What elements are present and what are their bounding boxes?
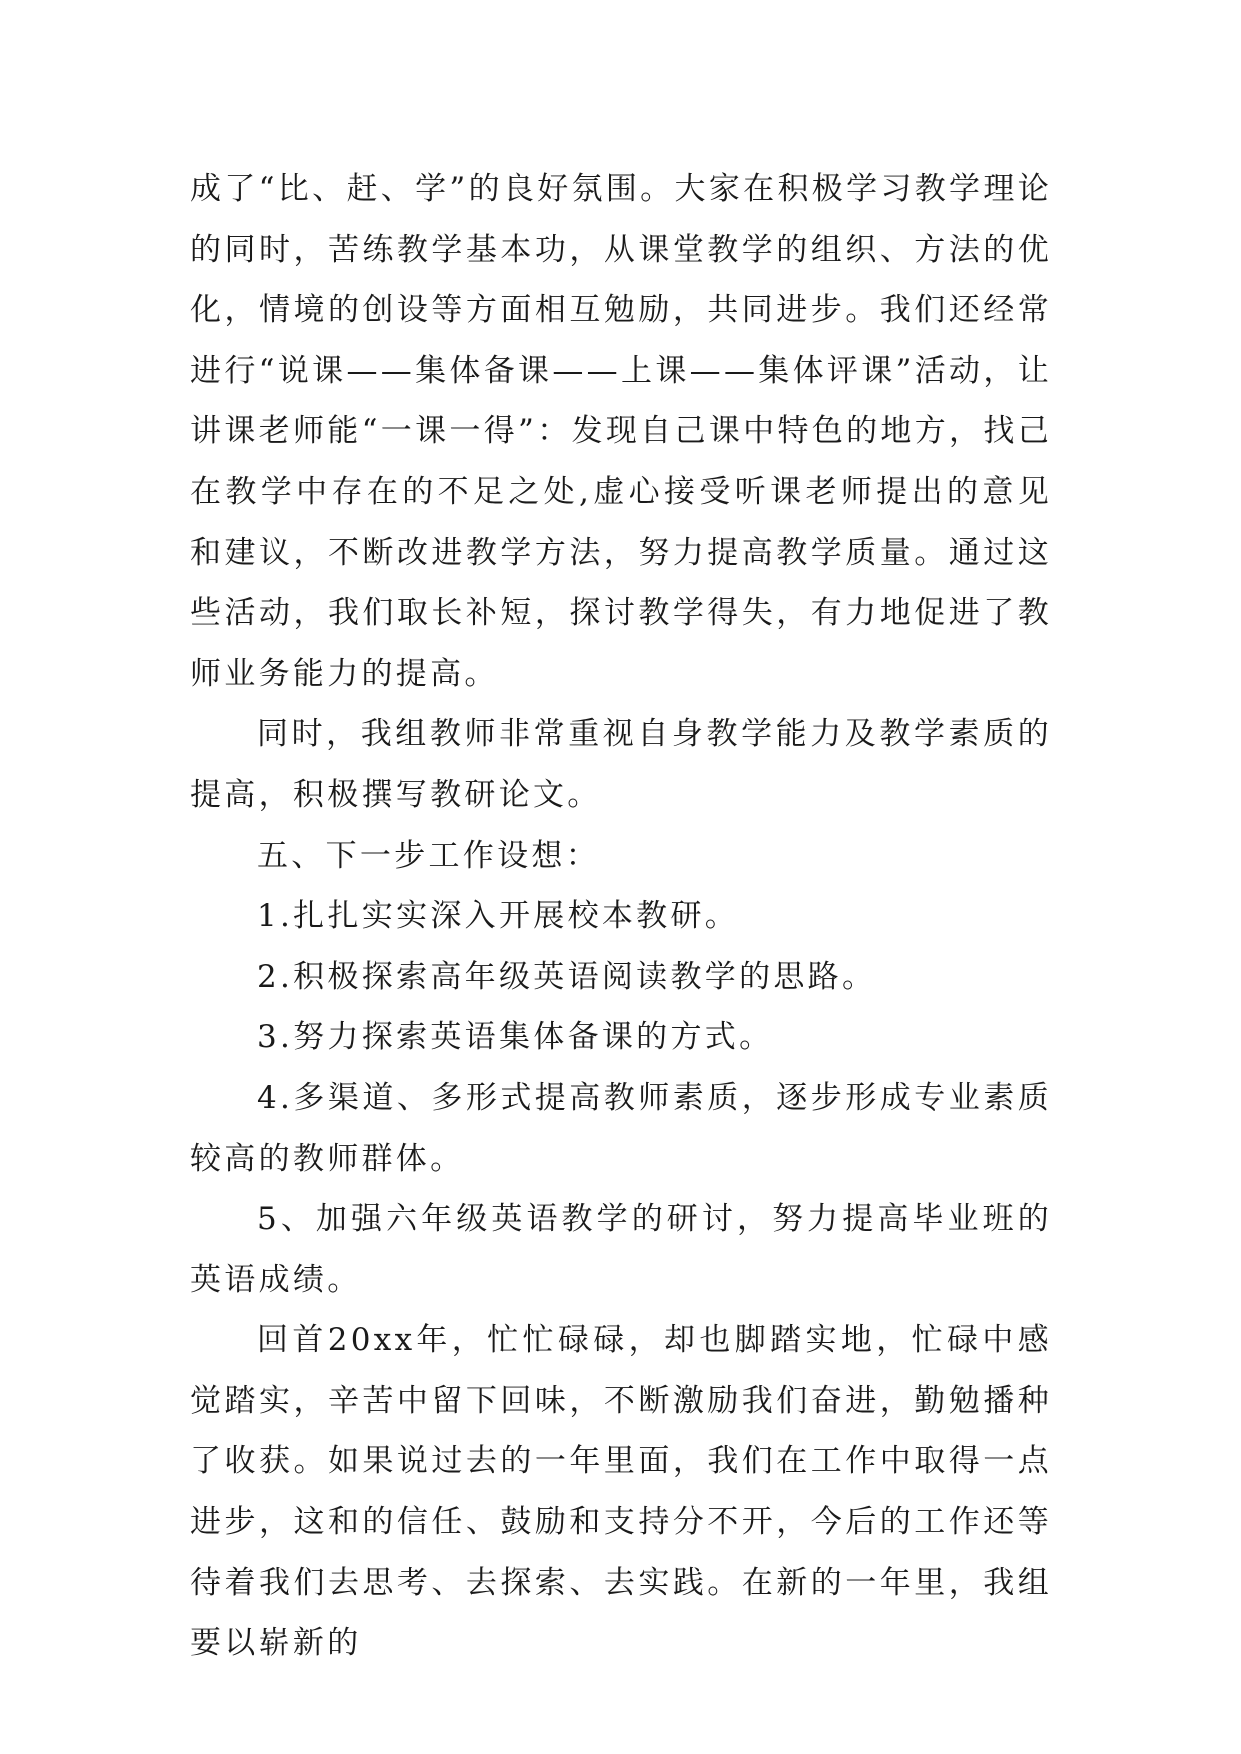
list-item-4: 4.多渠道、多形式提高教师素质，逐步形成专业素质较高的教师群体。 xyxy=(190,1079,1052,1177)
list-item-5: 5、加强六年级英语教学的研讨，努力提高毕业班的英语成绩。 xyxy=(190,1201,1052,1298)
document-body xyxy=(190,159,1052,1674)
paragraph-self-improvement: 同时，我组教师非常重视自身教学能力及教学素质的提高，积极撰写教研论文。 xyxy=(190,716,1052,813)
list-item-1: 1.扎扎实实深入开展校本教研。 xyxy=(257,898,740,935)
paragraph-continuation: 成了“比、赶、学”的良好氛围。大家在积极学习教学理论的同时，苦练教学基本功，从课堂教学的组织、方法的优化，情境的创设等方面相互勉励，共同进步。我们还经常进行“说课——集体备课——上课——集体评课”活动，让讲课老师能“一课一得”：发现自己课中特色的地方，找己在教学中存在的不足之处,虚心接受听课老师提出的意见和建议，不断改进教学方法，努力提高教学质量。通过这些活动，我们取长补短，探讨教学得失，有力地促进了教师业务能力的提高。 xyxy=(190,171,1052,692)
list-item-3: 3.努力探索英语集体备课的方式。 xyxy=(257,1019,774,1056)
list-item-2: 2.积极探索高年级英语阅读教学的思路。 xyxy=(257,958,877,995)
paragraph-year-review: 回首20xx年，忙忙碌碌，却也脚踏实地，忙碌中感觉踏实，辛苦中留下回味，不断激励我们奋进，勤勉播种了收获。如果说过去的一年里面，我们在工作中取得一点进步，这和的信任、鼓励和支持分不开，今后的工作还等待着我们去思考、去探索、去实践。在新的一年里，我组要以崭新的 xyxy=(190,1322,1052,1662)
section-heading-next-steps: 五、下一步工作设想： xyxy=(257,837,600,874)
